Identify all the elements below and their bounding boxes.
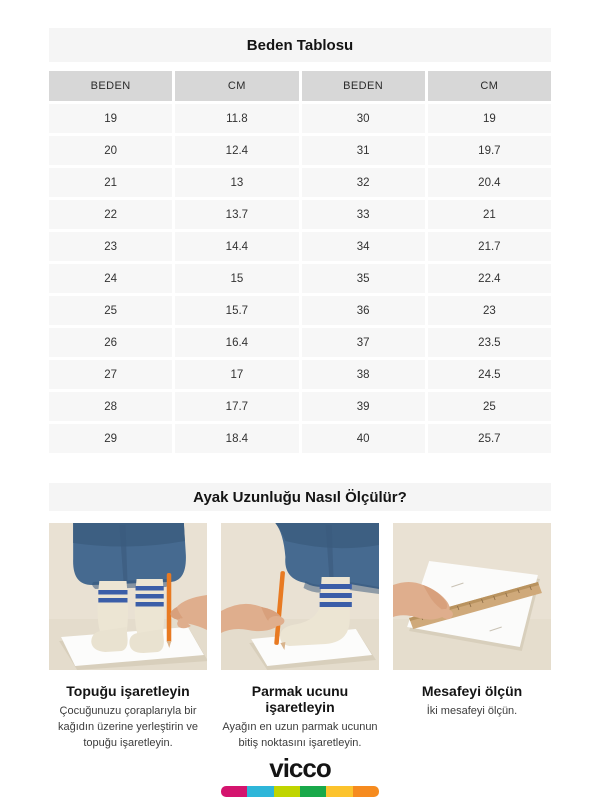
size-table-header-cell: BEDEN	[49, 71, 172, 101]
size-table-cell: 25	[49, 296, 172, 325]
size-table-cell: 34	[302, 232, 425, 261]
stripe-segment	[353, 786, 379, 797]
size-table-cell: 22	[49, 200, 172, 229]
size-table-cell: 24.5	[428, 360, 551, 389]
size-table-cell: 27	[49, 360, 172, 389]
size-table-cell: 25	[428, 392, 551, 421]
size-table-cell: 26	[49, 328, 172, 357]
size-table-cell: 20.4	[428, 168, 551, 197]
size-table-header-cell: CM	[175, 71, 298, 101]
size-table-cell: 14.4	[175, 232, 298, 261]
size-table-cell: 36	[302, 296, 425, 325]
size-table-cell: 29	[49, 424, 172, 453]
size-table-cell: 13.7	[175, 200, 298, 229]
step-description: Çocuğunuzu çoraplarıyla bir kağıdın üzerine yerleştirin ve topuğu işaretleyin.	[57, 705, 198, 749]
size-table-cell: 16.4	[175, 328, 298, 357]
size-table-cell: 28	[49, 392, 172, 421]
size-table-body	[49, 104, 551, 453]
size-table-cell: 33	[302, 200, 425, 229]
size-table-cell: 24	[49, 264, 172, 293]
size-table-cell: 40	[302, 424, 425, 453]
size-table-header-cell: CM	[428, 71, 551, 101]
size-table-title: Beden Tablosu	[246, 36, 354, 54]
size-chart-content	[49, 28, 551, 752]
size-table-cell: 38	[302, 360, 425, 389]
size-table-cell: 18.4	[175, 424, 298, 453]
stripe-segment	[274, 786, 300, 797]
measure-distance-illustration	[393, 523, 551, 670]
size-table	[49, 71, 551, 453]
step-heading: Mesafeyi ölçün	[421, 683, 523, 699]
measure-section-title: Ayak Uzunluğu Nasıl Ölçülür?	[193, 488, 407, 506]
stripe-segment	[326, 786, 352, 797]
size-table-cell: 17.7	[175, 392, 298, 421]
size-table-cell: 23	[428, 296, 551, 325]
size-table-cell: 25.7	[428, 424, 551, 453]
size-table-cell: 12.4	[175, 136, 298, 165]
size-table-header-cell: BEDEN	[302, 71, 425, 101]
step-heading: Topuğu işaretleyin	[66, 683, 190, 699]
size-table-cell: 19	[428, 104, 551, 133]
stripe-segment	[221, 786, 247, 797]
size-table-cell: 20	[49, 136, 172, 165]
size-table-cell: 17	[175, 360, 298, 389]
vicco-logo-stripe	[221, 786, 379, 797]
measure-step	[49, 523, 207, 752]
size-table-cell: 13	[175, 168, 298, 197]
size-table-cell: 32	[302, 168, 425, 197]
brand-footer	[0, 755, 600, 797]
size-table-cell: 19.7	[428, 136, 551, 165]
measure-steps	[49, 523, 551, 752]
size-table-cell: 23	[49, 232, 172, 261]
size-table-cell: 11.8	[175, 104, 298, 133]
size-table-cell: 30	[302, 104, 425, 133]
mark-toe-photo	[221, 523, 379, 670]
size-table-cell: 22.4	[428, 264, 551, 293]
size-table-cell: 21	[49, 168, 172, 197]
size-table-cell: 15.7	[175, 296, 298, 325]
measure-section-title-bar	[49, 483, 551, 511]
size-table-cell: 31	[302, 136, 425, 165]
mark-heel-photo	[49, 523, 207, 670]
size-table-cell: 21	[428, 200, 551, 229]
size-table-cell: 37	[302, 328, 425, 357]
size-table-cell: 39	[302, 392, 425, 421]
size-table-cell: 35	[302, 264, 425, 293]
size-table-cell: 23.5	[428, 328, 551, 357]
step-heading: Parmak ucunu işaretleyin	[251, 683, 349, 715]
size-table-cell: 19	[49, 104, 172, 133]
stripe-segment	[247, 786, 273, 797]
vicco-logo-wordmark: vicco	[269, 753, 331, 783]
measure-distance-photo	[393, 523, 551, 670]
step-description: İki mesafeyi ölçün.	[426, 705, 518, 717]
measure-step	[221, 523, 379, 752]
size-table-title-bar	[49, 28, 551, 62]
stripe-segment	[300, 786, 326, 797]
size-table-cell: 21.7	[428, 232, 551, 261]
size-table-header-row	[49, 71, 551, 101]
size-table-cell: 15	[175, 264, 298, 293]
mark-heel-illustration	[49, 523, 207, 670]
measure-step	[393, 523, 551, 752]
mark-toe-illustration	[221, 523, 379, 670]
step-description: Ayağın en uzun parmak ucunun bitiş noktasını işaretleyin.	[222, 721, 378, 749]
